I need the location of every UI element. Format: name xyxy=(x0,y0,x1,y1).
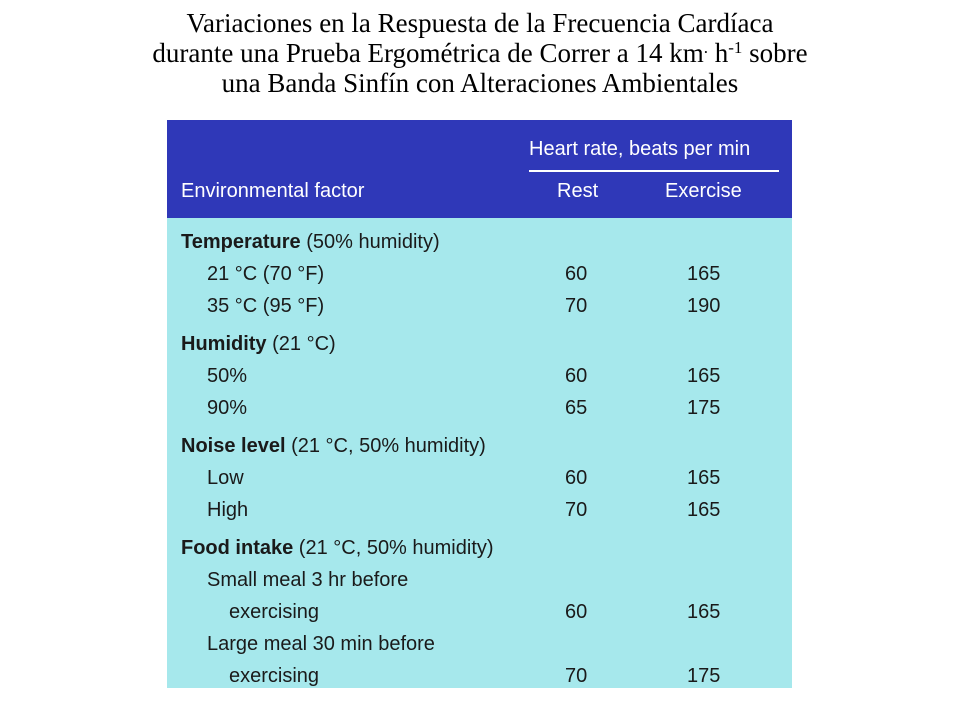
group-header-rule xyxy=(529,170,779,172)
section-humidity xyxy=(167,322,792,424)
title-line-2 xyxy=(60,38,900,68)
table-row xyxy=(167,596,792,628)
section-food-intake xyxy=(167,526,792,688)
rest-value: 60 xyxy=(565,467,588,489)
row-label: 21 °C (70 °F) xyxy=(207,263,325,285)
column-header-factor: Environmental factor xyxy=(181,180,365,202)
title-line-2-text-a: durante una Prueba Ergométrica de Correr a 14 km xyxy=(152,38,704,68)
table-row-label-line xyxy=(167,564,792,596)
section-condition: (21 °C, 50% humidity) xyxy=(291,435,486,457)
table-row xyxy=(167,392,792,424)
rest-value: 60 xyxy=(565,365,588,387)
table-body xyxy=(167,218,792,688)
heart-rate-table xyxy=(167,120,792,688)
section-noise-level xyxy=(167,424,792,526)
exercise-value: 165 xyxy=(687,601,721,623)
rest-value: 70 xyxy=(565,665,588,687)
section-name: Noise level xyxy=(181,435,286,457)
table-row xyxy=(167,462,792,494)
section-header xyxy=(167,328,792,360)
table-row xyxy=(167,258,792,290)
row-label: 90% xyxy=(207,397,248,419)
title-line-2-text-c: sobre xyxy=(742,38,808,68)
table-header xyxy=(167,120,792,218)
column-header-rest: Rest xyxy=(557,180,599,202)
rest-value: 70 xyxy=(565,295,588,317)
row-label: High xyxy=(207,499,249,521)
exercise-value: 175 xyxy=(687,397,721,419)
rest-value: 65 xyxy=(565,397,588,419)
rest-value: 60 xyxy=(565,601,588,623)
exercise-value: 190 xyxy=(687,295,721,317)
title-line-2-text-b: h xyxy=(707,38,729,68)
section-name: Temperature xyxy=(181,231,301,253)
row-label: 35 °C (95 °F) xyxy=(207,295,325,317)
table-row xyxy=(167,494,792,526)
group-header-heart-rate: Heart rate, beats per min xyxy=(529,138,751,160)
rest-value: 60 xyxy=(565,263,588,285)
exercise-value: 165 xyxy=(687,365,721,387)
exercise-value: 165 xyxy=(687,263,721,285)
section-condition: (21 °C, 50% humidity) xyxy=(298,537,494,559)
slide-title xyxy=(60,8,900,98)
section-name: Humidity xyxy=(181,333,267,355)
row-label-continued: exercising xyxy=(229,601,320,623)
row-label: Large meal 30 min before xyxy=(207,633,435,655)
section-condition: (50% humidity) xyxy=(306,231,440,253)
title-line-1: Variaciones en la Respuesta de la Frecuencia Cardíaca xyxy=(186,8,774,38)
title-line-3: una Banda Sinfín con Alteraciones Ambientales xyxy=(221,68,739,98)
exercise-value: 165 xyxy=(687,499,721,521)
title-line-2-superscript: -1 xyxy=(728,38,743,57)
row-label-continued: exercising xyxy=(229,665,320,687)
section-header xyxy=(167,430,792,462)
rest-value: 70 xyxy=(565,499,588,521)
title-line-2-dot: . xyxy=(703,38,708,57)
table-row xyxy=(167,360,792,392)
table-row-label-line xyxy=(167,628,792,660)
section-header xyxy=(167,226,792,258)
table-row xyxy=(167,660,792,688)
section-condition: (21 °C) xyxy=(272,333,336,355)
exercise-value: 165 xyxy=(687,467,721,489)
table-row xyxy=(167,290,792,322)
section-name: Food intake xyxy=(181,537,294,559)
column-header-exercise: Exercise xyxy=(665,180,742,202)
row-label: Low xyxy=(207,467,244,489)
exercise-value: 175 xyxy=(687,665,721,687)
row-label: Small meal 3 hr before xyxy=(207,569,409,591)
row-label: 50% xyxy=(207,365,248,387)
section-temperature xyxy=(167,218,792,322)
section-header xyxy=(167,532,792,564)
